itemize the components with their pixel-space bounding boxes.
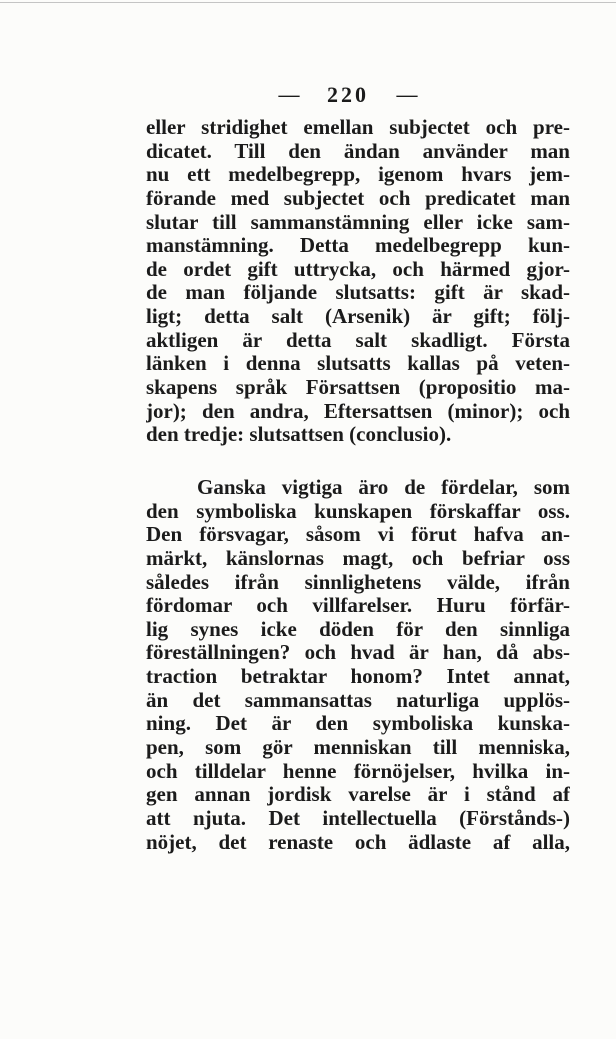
text-line: förande med subjectet och predicatet man <box>146 186 570 210</box>
text-line: nöjet, det renaste och ädlaste af alla, <box>146 830 570 854</box>
text-line: de man följande slutsatts: gift är skad- <box>146 281 570 305</box>
header-dash-left: — <box>278 84 300 106</box>
text-line: aktligen är detta salt skadligt. Första <box>146 328 570 352</box>
paragraph <box>146 116 570 447</box>
text-line: slutar till sammanstämning eller icke sam- <box>146 210 570 234</box>
text-line: Den försvagar, såsom vi förut hafva an- <box>146 523 570 547</box>
text-line: jor); den andra, Eftersattsen (minor); och <box>146 399 570 423</box>
text-line: än det sammansattas naturliga upplös- <box>146 688 570 712</box>
text-line: föreställningen? och hvad är han, då abs- <box>146 641 570 665</box>
text-line: eller stridighet emellan subjectet och pre- <box>146 116 570 139</box>
text-line: pen, som gör menniskan till menniska, <box>146 736 570 760</box>
text-line: således ifrån sinnlighetens välde, ifrån <box>146 570 570 594</box>
text-line: ligt; detta salt (Arsenik) är gift; följ- <box>146 305 570 329</box>
page-header <box>279 82 417 108</box>
text-line: gen annan jordisk varelse är i stånd af <box>146 783 570 807</box>
header-dash-right: — <box>396 84 418 106</box>
text-line: traction betraktar honom? Intet annat, <box>146 665 570 689</box>
text-line: den tredje: slutsattsen (conclusio). <box>146 423 452 447</box>
text-line: fördomar och villfarelser. Huru förfär- <box>146 594 570 618</box>
text-line: de ordet gift uttrycka, och härmed gjor- <box>146 257 570 281</box>
text-line: och tilldelar henne förnöjelser, hvilka in- <box>146 759 570 783</box>
text-line: nu ett medelbegrepp, igenom hvars jem- <box>146 163 570 187</box>
text-line: märkt, känslornas magt, och befriar oss <box>146 546 570 570</box>
text-line: skapens språk Försattsen (propositio ma- <box>146 376 570 400</box>
text-line: dicatet. Till den ändan använder man <box>146 139 570 163</box>
text-line: den symboliska kunskapen förskaffar oss. <box>146 499 570 523</box>
text-line: att njuta. Det intellectuella (Förstånds-) <box>146 806 570 830</box>
scan-top-edge <box>0 2 616 3</box>
paragraph <box>146 476 570 854</box>
text-line: ning. Det är den symboliska kunska- <box>146 712 570 736</box>
text-line: manstämning. Detta medelbegrepp kun- <box>146 234 570 258</box>
text-line: Ganska vigtiga äro de fördelar, som <box>197 476 570 499</box>
text-line: länken i denna slutsatts kallas på veten- <box>146 352 570 376</box>
page-number: 220 <box>327 82 369 107</box>
text-line: lig synes icke döden för den sinnliga <box>146 617 570 641</box>
